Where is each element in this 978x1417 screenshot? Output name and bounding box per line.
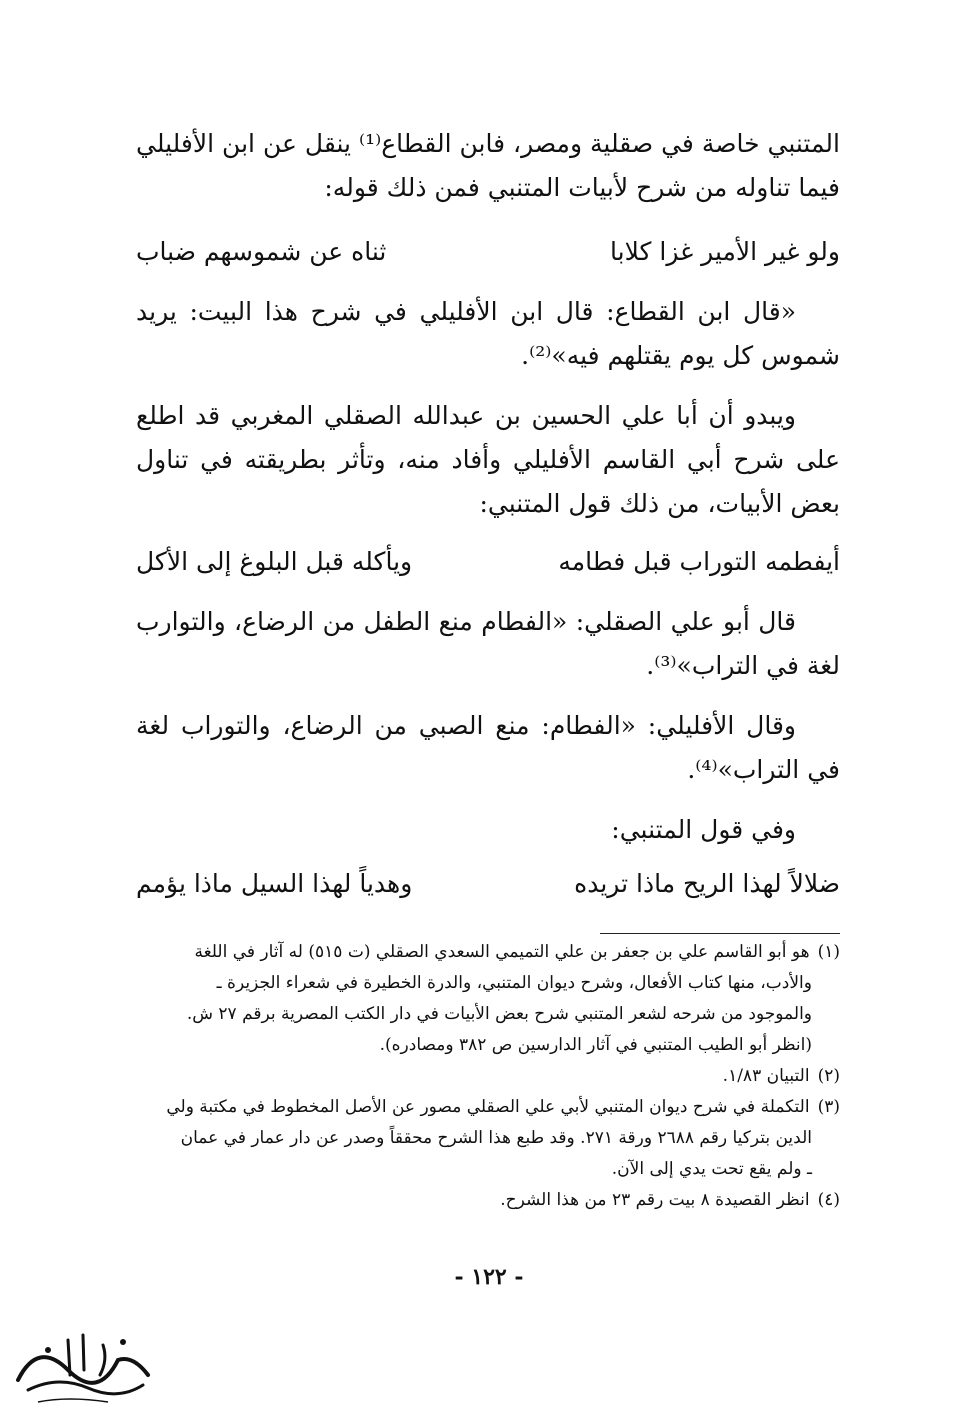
paragraph-aflili-quote: وقال الأفليلي: «الفطام: منع الصبي من الرضاع، والتوراب لغة في التراب»⁽⁴⁾. [136, 711, 840, 784]
footnote-4 [136, 1185, 840, 1216]
footnote-4-number: (٤) [817, 1190, 840, 1210]
footnote-1-line-3: والموجود من شرحه لشعر المتنبي شرح بعض الأبيات في دار الكتب المصرية برقم ٢٧ ش. [186, 1004, 812, 1024]
page-number: - ١٢٢ - [454, 1264, 524, 1290]
footnote-4-line-1: انظر القصيدة ٨ بيت رقم ٢٣ من هذا الشرح. [500, 1190, 810, 1210]
footnote-1-line-2: والأدب، منها كتاب الأفعال، وشرح ديوان المتنبي، والدرة الخطيرة في شعراء الجزيرة ـ [216, 973, 812, 993]
paragraph-abu-ali: ويبدو أن أبا علي الحسين بن عبدالله الصقلي المغربي قد اطلع على شرح أبي القاسم الأفليلي وأفاد منه، وتأثر بطريقته في تناول بعض الأبيات، من ذلك قول المتنبي: [136, 401, 840, 518]
verse-2-first-hemistich: أيفطمه التوراب قبل فطامه [558, 547, 840, 576]
paragraph-ibn-qattaa: «قال ابن القطاع: قال ابن الأفليلي في شرح هذا البيت: يريد شموس كل يوم يقتلهم فيه»⁽²⁾. [136, 297, 840, 370]
footnote-3-number: (٣) [817, 1097, 840, 1117]
footnote-3-line-2: الدين بتركيا رقم ٢٦٨٨ ورقة ٢٧١. وقد طبع هذا الشرح محققاً وصدر عن دار عمار في عمان [180, 1128, 812, 1148]
footnote-2 [136, 1061, 840, 1092]
footnote-1-number: (١) [817, 942, 840, 962]
verse-1-second-hemistich: ثناه عن شموسهم ضباب [136, 237, 387, 266]
verse-3 [136, 862, 840, 906]
library-logo-stamp [8, 1320, 158, 1410]
verse-1-first-hemistich: ولو غير الأمير غزا كلابا [610, 237, 840, 266]
footnotes [136, 937, 840, 1216]
footnote-1-line-1: هو أبو القاسم علي بن جعفر بن علي التميمي السعدي الصقلي (ت ٥١٥) له آثار في اللغة [194, 942, 810, 962]
paragraph-intro: المتنبي خاصة في صقلية ومصر، فابن القطاع⁽¹⁾ ينقل عن ابن الأفليلي فيما تناوله من شرح لأبيات المتنبي فمن ذلك قوله: [136, 129, 840, 202]
verse-2-second-hemistich: ويأكله قبل البلوغ إلى الأكل [136, 547, 413, 576]
footnote-1 [136, 937, 840, 968]
footnote-3-line-1: التكملة في شرح ديوان المتنبي لأبي علي الصقلي مصور عن الأصل المخطوط في مكتبة ولي [166, 1097, 810, 1117]
paragraph-intro-verse-3: وفي قول المتنبي: [611, 815, 796, 844]
verse-3-second-hemistich: وهدياً لهذا السيل ماذا يؤمم [136, 869, 413, 898]
verse-1 [136, 230, 840, 274]
footnote-3 [136, 1092, 840, 1123]
paragraph-siqilli-quote: قال أبو علي الصقلي: «الفطام منع الطفل من الرضاع، والتوارب لغة في التراب»⁽³⁾. [136, 607, 840, 680]
footnote-2-line-1: التبيان ١/٨٣. [722, 1066, 810, 1086]
footnote-3-line-3: ـ ولم يقع تحت يدي إلى الآن. [611, 1159, 812, 1179]
footnote-1-line-4: (انظر أبو الطيب المتنبي في آثار الدارسين ص ٣٨٢ ومصادره). [379, 1035, 812, 1055]
footnote-separator [600, 933, 840, 934]
verse-2 [136, 540, 840, 584]
verse-3-first-hemistich: ضلالاً لهذا الريح ماذا تريده [574, 869, 840, 898]
footnote-2-number: (٢) [817, 1066, 840, 1086]
